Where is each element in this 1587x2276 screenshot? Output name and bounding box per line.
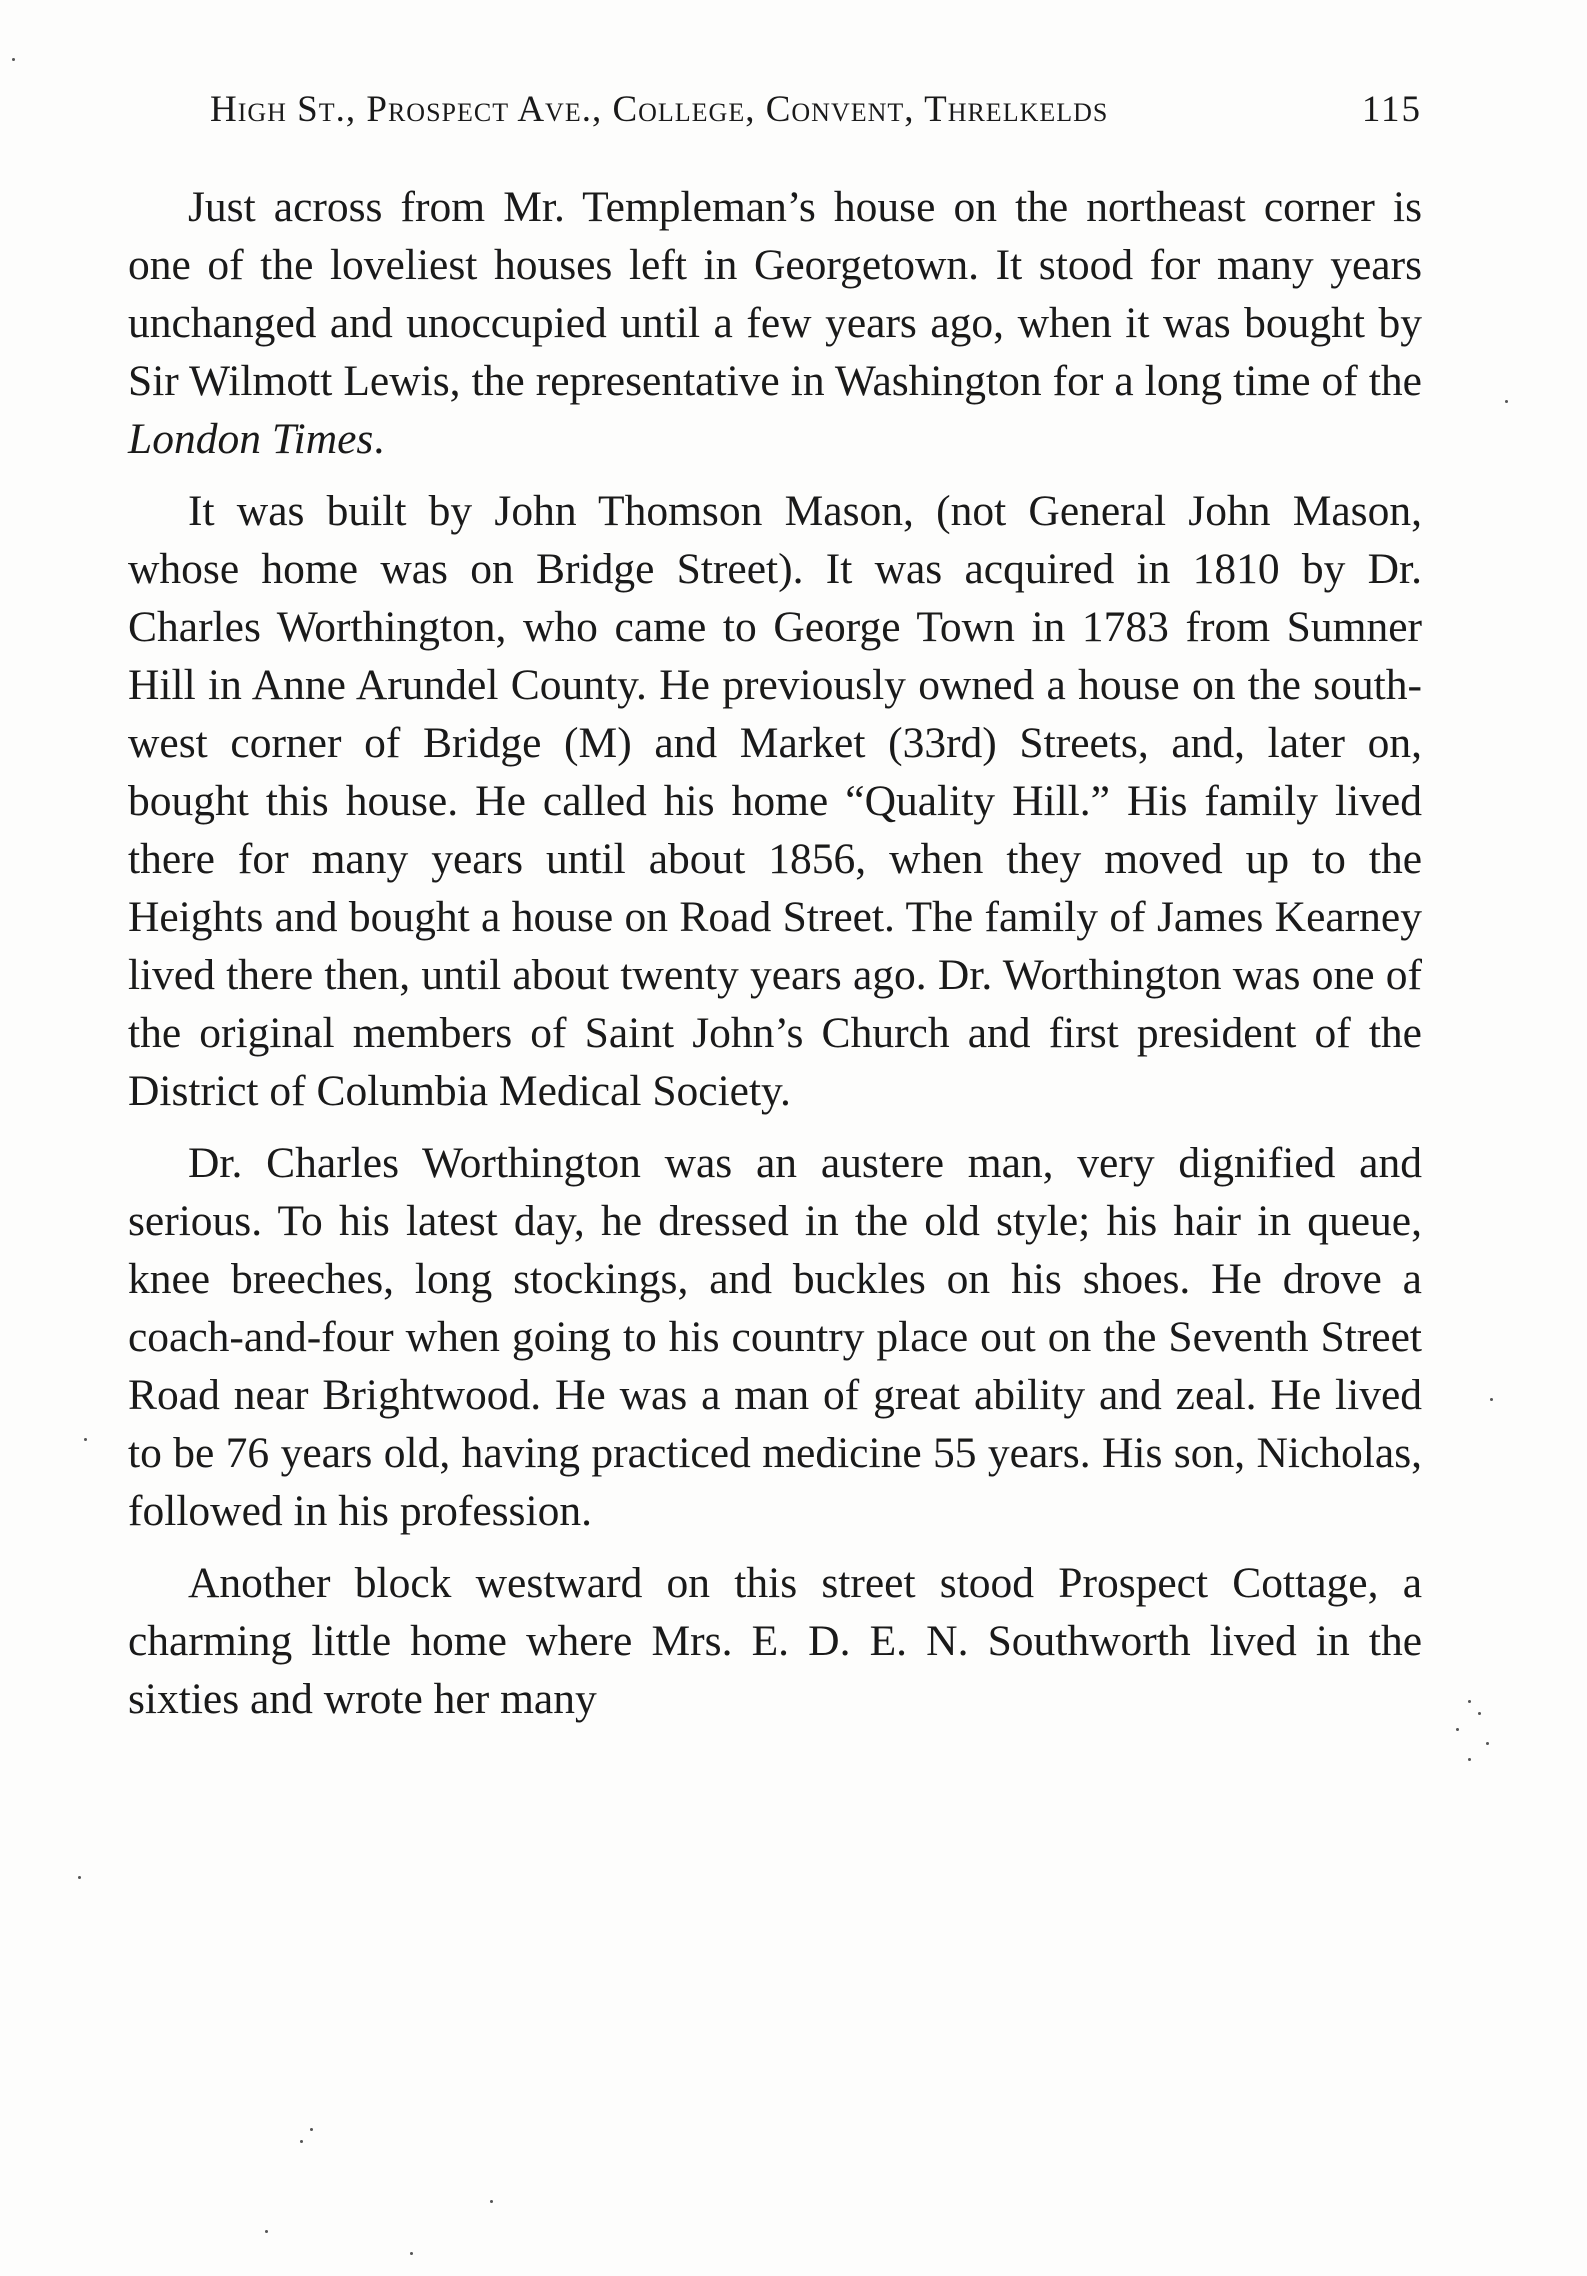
scan-speck [1486,1742,1489,1745]
paragraph-4 [128,1554,1422,1728]
scan-speck [300,2140,303,2143]
paragraph-2 [128,482,1422,1120]
scan-speck [310,2128,313,2131]
scan-speck [84,1438,87,1441]
running-title: High St., Prospect Ave., College, Convent, Threlkelds [210,89,1109,130]
scan-speck [1456,1728,1459,1731]
page-number: 115 [1361,89,1422,130]
scan-speck [410,2252,413,2255]
scan-speck [12,58,15,61]
paragraph-2-text: It was built by John Thomson Mason, (not General John Mason, whose home was on Bridge Street). It was acquired in 1810 by Dr. Charles Worthington, who came to George Town in 1783 from Sumner Hill in Anne Arundel County. He previously owned a house on the southwest corner of Bridge (M) and Market (33rd) Streets, and, later on, bought this house. He called his home “Quality Hill.” His family lived there for many years until about 1856, when they moved up to the Heights and bought a house on Road Street. The family of James Kearney lived there then, until about twenty years ago. Dr. Worthington was one of the original members of Saint John’s Church and first president of the District of Columbia Medical Society. [128,487,1422,1115]
paragraph-3 [128,1134,1422,1540]
paragraph-4-text: Another block westward on this street stood Prospect Cottage, a charming little home where Mrs. E. D. E. N. Southworth lived in the sixties and wrote her many [128,1559,1422,1723]
paragraph-1-italic: London Times [128,415,374,463]
paragraph-1-text: Just across from Mr. Templeman’s house on the northeast corner is one of the loveliest houses left in Georgetown. It stood for many years unchanged and unoccupied until a few years ago, when it was bought by Sir Wilmott Lewis, the representative in Washington for a long time of the [128,183,1422,405]
body-text [128,178,1422,1728]
paragraph-1-after: . [373,415,385,463]
running-head [210,88,1422,131]
scan-speck [265,2230,268,2233]
scan-speck [490,2200,493,2203]
scan-speck [1478,1712,1481,1715]
scan-speck [78,1876,81,1879]
scan-speck [1468,1758,1471,1761]
scan-speck [1490,1398,1493,1401]
scan-speck [1505,400,1508,403]
paragraph-1 [128,178,1422,468]
paragraph-3-text: Dr. Charles Worthington was an austere man, very dignified and serious. To his latest day, he dressed in the old style; his hair in queue, knee breeches, long stockings, and buckles on his shoes. He drove a coach-and-four when going to his country place out on the Seventh Street Road near Brightwood. He was a man of great ability and zeal. He lived to be 76 years old, having practiced medicine 55 years. His son, Nicholas, followed in his profession. [128,1139,1422,1535]
scan-speck [1468,1700,1471,1703]
